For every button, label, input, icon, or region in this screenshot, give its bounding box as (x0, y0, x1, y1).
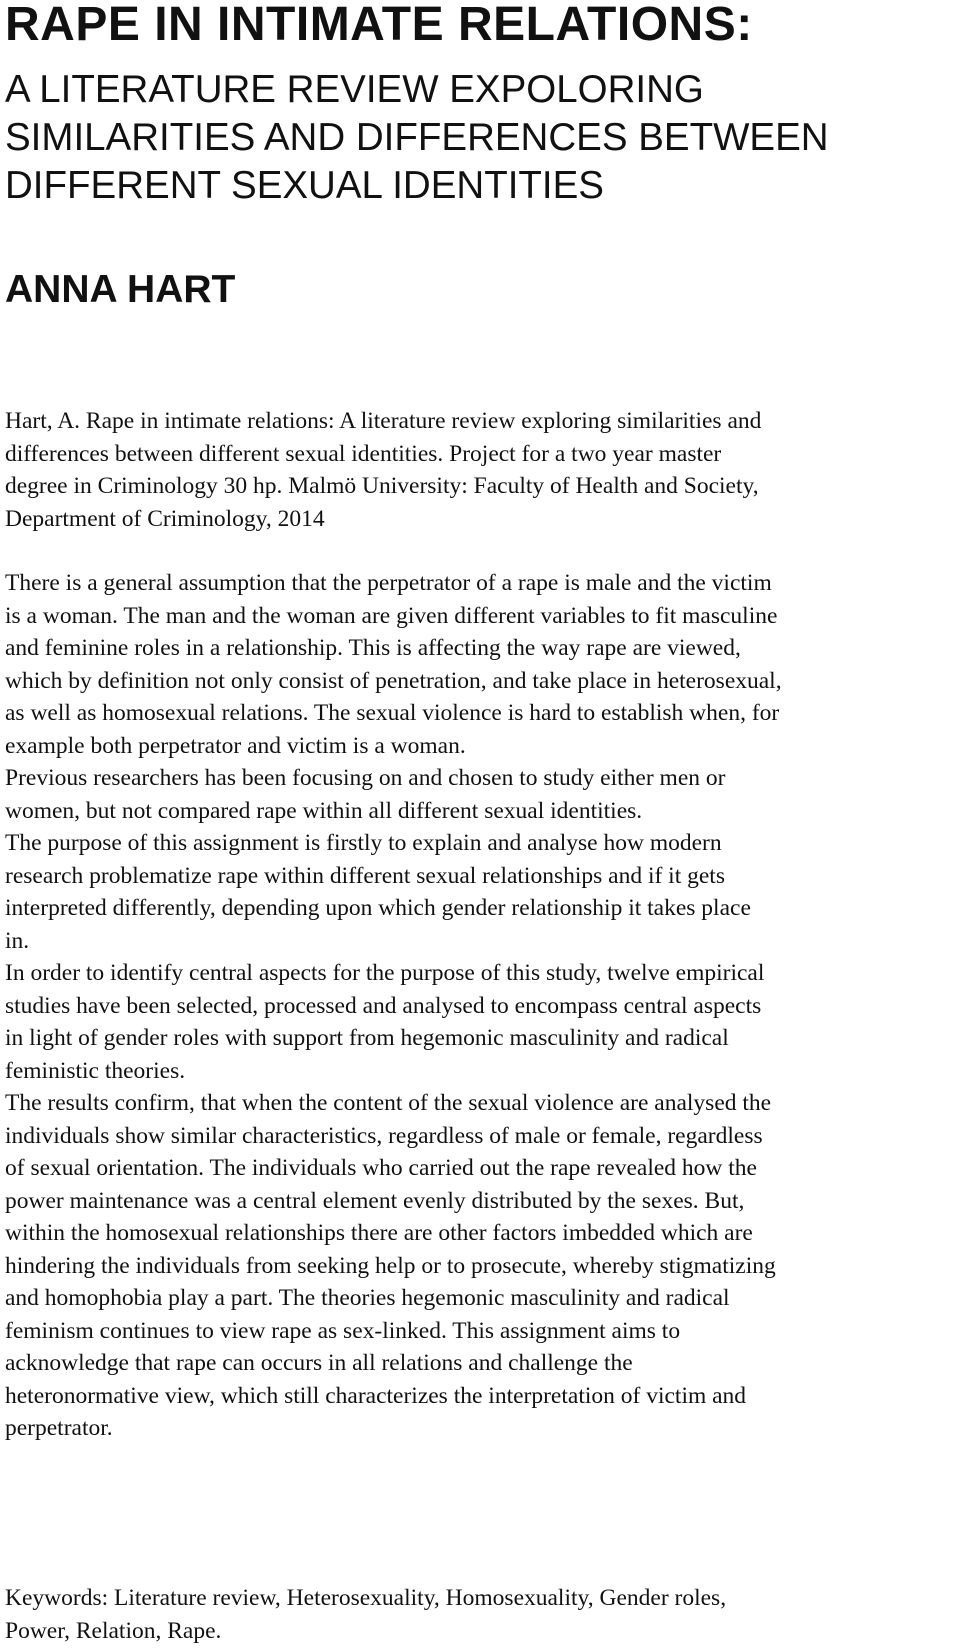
document-page (5, 0, 955, 1445)
abstract-line: women, but not compared rape within all different sexual identities. (5, 797, 643, 824)
abstract-line: as well as homosexual relations. The sexual violence is hard to establish when, for (5, 700, 780, 726)
abstract-paragraph (5, 762, 955, 827)
document-subtitle (5, 66, 955, 210)
abstract-line: in light of gender roles with support from hegemonic masculinity and radical (5, 1025, 729, 1051)
abstract-line: studies have been selected, processed and analysed to encompass central aspects (5, 992, 762, 1019)
abstract-line: power maintenance was a central element evenly distributed by the sexes. But, (5, 1187, 745, 1214)
abstract-line: which by definition not only consist of penetration, and take place in heterosexual, (5, 667, 782, 694)
abstract-line: interpreted differently, depending upon which gender relationship it takes place (5, 895, 751, 921)
abstract-paragraph (5, 827, 955, 957)
abstract-line: research problematize rape within different sexual relationships and if it gets (5, 862, 725, 889)
abstract-line: and homophobia play a part. The theories hegemonic masculinity and radical (5, 1285, 730, 1311)
abstract-line: The results confirm, that when the content of the sexual violence are analysed the (5, 1090, 772, 1116)
abstract-line: hindering the individuals from seeking help or to prosecute, whereby stigmatizing (5, 1252, 776, 1279)
abstract-line: example both perpetrator and victim is a woman. (5, 732, 466, 759)
abstract-line: In order to identify central aspects for the purpose of this study, twelve empirical (5, 960, 765, 986)
abstract-line: There is a general assumption that the perpetrator of a rape is male and the victim (5, 570, 772, 596)
author-name: ANNA HART (5, 268, 236, 311)
citation (5, 405, 955, 535)
document-title: RAPE IN INTIMATE RELATIONS: (5, 0, 753, 51)
citation-line: Hart, A. Rape in intimate relations: A literature review exploring similarities and (5, 408, 762, 434)
abstract-line: within the homosexual relationships there are other factors imbedded which are (5, 1220, 753, 1246)
keywords-line: Power, Relation, Rape. (5, 1617, 222, 1644)
abstract (5, 567, 955, 1445)
keywords-line: Keywords: Literature review, Heterosexuality, Homosexuality, Gender roles, (5, 1585, 727, 1611)
abstract-line: perpetrator. (5, 1415, 113, 1441)
abstract-line: individuals show similar characteristics, regardless of male or female, regardless (5, 1122, 763, 1149)
subtitle-line: A LITERATURE REVIEW EXPOLORING (5, 68, 704, 111)
abstract-line: acknowledge that rape can occurs in all relations and challenge the (5, 1350, 633, 1376)
abstract-line: is a woman. The man and the woman are given different variables to fit masculine (5, 602, 778, 629)
abstract-line: of sexual orientation. The individuals who carried out the rape revealed how the (5, 1155, 757, 1181)
abstract-paragraph (5, 567, 955, 762)
abstract-paragraph (5, 957, 955, 1087)
abstract-line: feministic theories. (5, 1057, 186, 1084)
subtitle-line: SIMILARITIES AND DIFFERENCES BETWEEN (5, 116, 829, 159)
abstract-line: The purpose of this assignment is firstly to explain and analyse how modern (5, 830, 722, 856)
abstract-line: feminism continues to view rape as sex-linked. This assignment aims to (5, 1317, 681, 1344)
abstract-line: heteronormative view, which still characterizes the interpretation of victim and (5, 1382, 747, 1409)
abstract-line: and feminine roles in a relationship. This is affecting the way rape are viewed, (5, 635, 741, 661)
abstract-line: in. (5, 927, 30, 954)
abstract-paragraph (5, 1087, 955, 1445)
keywords (5, 1582, 955, 1647)
abstract-line: Previous researchers has been focusing on and chosen to study either men or (5, 765, 726, 791)
citation-line: differences between different sexual identities. Project for a two year master (5, 440, 722, 467)
citation-line: Department of Criminology, 2014 (5, 505, 325, 532)
subtitle-line: DIFFERENT SEXUAL IDENTITIES (5, 164, 604, 207)
citation-line: degree in Criminology 30 hp. Malmö University: Faculty of Health and Society, (5, 473, 759, 499)
